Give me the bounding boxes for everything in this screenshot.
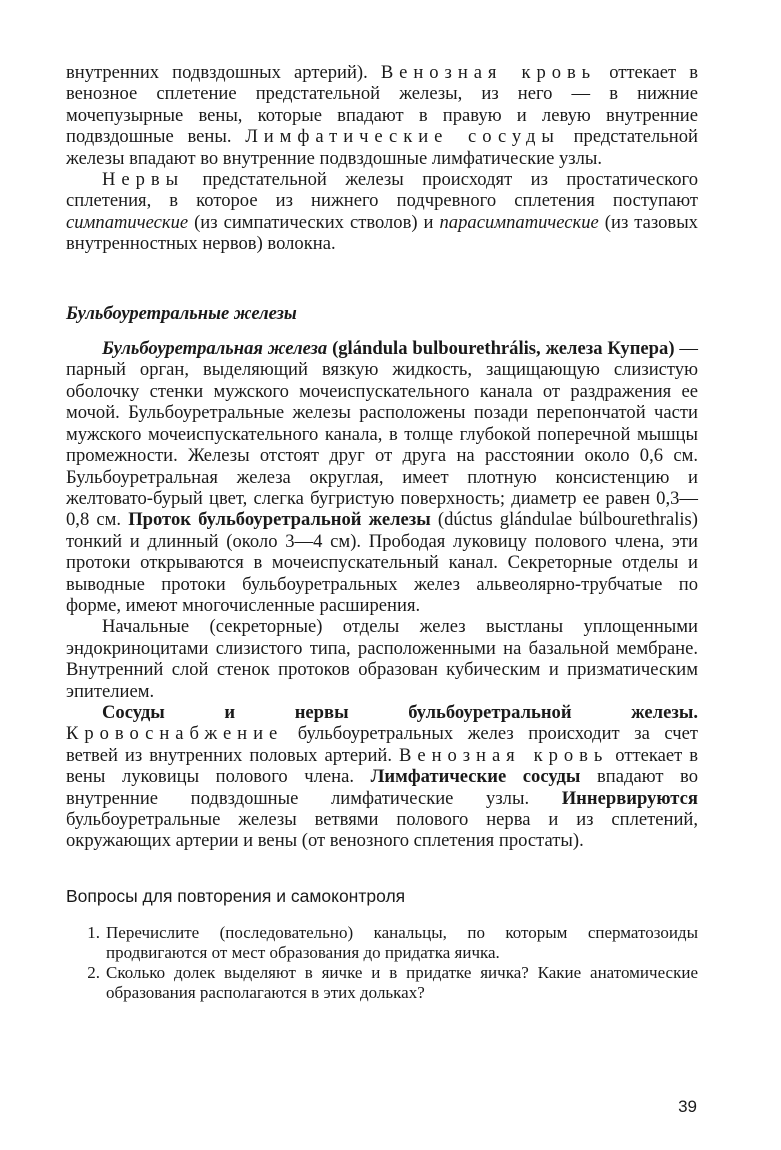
paragraph-secretory-parts: Начальные (секреторные) отделы желез выстланы уплощенными эндокриноцитами слизистого типа, расположенными на базальной мембране. Внутренний слой стенок протоков образован кубическим и призматическим эпителием. [66, 616, 698, 702]
question-item [66, 963, 698, 1003]
questions-list [66, 923, 698, 1003]
paragraph-prostate-vessels [66, 62, 698, 169]
text-run: внутренних подвздошных артерий). [66, 62, 381, 83]
question-number: 1. [87, 923, 100, 943]
term-nerves: Нервы [102, 169, 185, 191]
paragraph-vessels-nerves [66, 702, 698, 852]
subheading-vessels-nerves: Сосуды и нервы бульбоуретральной железы. [102, 701, 698, 723]
text-run: предстательной железы происходят из простатического сплетения, в которое из нижнего подчревного сплетения поступают [66, 169, 698, 212]
paragraph-bulbourethral-gland [66, 338, 698, 616]
term-bulbourethral-gland: Бульбоуретральная железа [102, 338, 328, 360]
text-run: — парный орган, выделяющий вязкую жидкость, защищающую слизистую оболочку стенки мужского мочеиспускательного канала от раздражения ее мочой. Бульбоуретральные железы расположены позади перепончатой части мужского мочеиспускательного канала, в толще глубокой поперечной мышцы промежности. Железы отстоят друг от друга на расстоянии около 0,6 см. Бульбоуретральная железа округлая, имеет плотную консистенцию и желтовато-бурый цвет, слегка бугристую поверхность; диаметр ее равен 0,3—0,8 см. [66, 338, 698, 531]
question-number: 2. [87, 963, 100, 983]
text-run: впадают во внутренние подвздошные лимфатические узлы. [66, 766, 699, 809]
term-blood-supply: Кровоснабжение [66, 723, 284, 745]
text-run: оттекает в вены луковицы полового члена. [66, 744, 699, 788]
questions-heading: Вопросы для повторения и самоконтроля [66, 885, 406, 906]
term-sympathetic: симпатические [66, 211, 189, 233]
page-number: 39 [678, 1097, 697, 1116]
text-run: (из тазовых внутренностных нервов) волокна. [66, 211, 698, 255]
question-text: Сколько долек выделяют в яичке и в придатке яичка? Какие анатомические образования располагаются в этих дольках? [106, 963, 698, 1003]
term-lymph-vessels: Лимфатические сосуды [245, 126, 560, 148]
paragraph-prostate-nerves [66, 169, 698, 255]
question-item [66, 923, 698, 963]
text-run: предстательной железы впадают во внутренние подвздошные лимфатические узлы. [66, 126, 699, 169]
question-text: Перечислите (последовательно) канальцы, по которым сперматозоиды продвигаются от мест образования до придатка яичка. [106, 923, 698, 963]
page-body [66, 62, 698, 1003]
term-innervation: Иннервируются [561, 787, 698, 809]
text-run: (dúctus glándulae búlbourethralis) тонкий и длинный (около 3—4 см). Прободая луковицу полового члена, эти протоки открываются в мочеиспускательный канал. Секреторные отделы и выводные протоки бульбоуретральных желез альвеолярно-трубчатые по форме, имеют многочисленные расширения. [66, 509, 698, 616]
latin-name: (glándula bulbourethrális, железа Купера) [327, 338, 675, 360]
term-parasympathetic: парасимпатические [439, 211, 599, 233]
term-gland-duct: Проток бульбоуретральной железы [128, 509, 431, 531]
term-lymph-vessels: Лимфатические сосуды [370, 766, 581, 788]
text-run: (из симпатических стволов) и [188, 211, 440, 233]
section-title: Бульбоуретральные железы [66, 302, 297, 324]
term-venous-blood: Венозная кровь [380, 62, 597, 83]
text-run: бульбоуретральных желез происходит за счет ветвей из внутренних половых артерий. [66, 723, 698, 766]
text-run: оттекает в венозное сплетение предстательной железы, из него — в нижние мочепузырные вены, которые впадают в правую и левую внутренние подвздошные вены. [66, 62, 698, 148]
text-run: бульбоуретральные железы ветвями полового нерва и из сплетений, окружающих артерии и вены (от венозного сплетения простаты). [66, 809, 698, 852]
term-venous-blood: Венозная кровь [399, 744, 609, 766]
